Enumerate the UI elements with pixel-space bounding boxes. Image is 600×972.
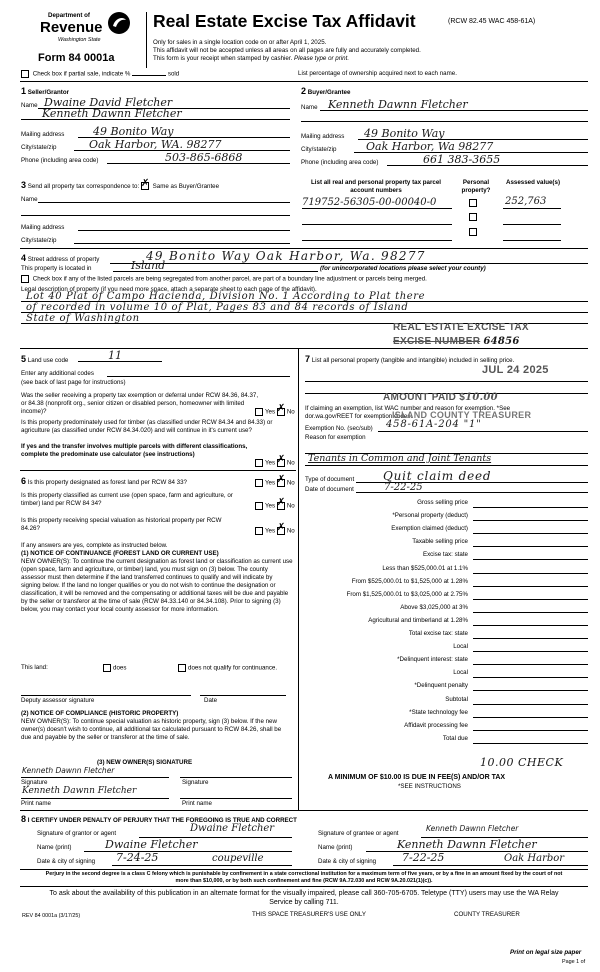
s3-number: 3 [21, 180, 27, 190]
calc-row-field[interactable] [473, 520, 588, 521]
partial-sale-label: Check box if partial sale, indicate % [32, 70, 131, 78]
s1-phone-label: Phone (including area code) [21, 157, 99, 164]
wa-emblem-icon [106, 10, 132, 36]
perjury-note: Perjury in the second degree is a class C felony which is punishable by confinement in a state correctional institution for a maximum term of five years, or by a fine in an amount fixed by the court of not more than $10,000, or by both such confinement and fine (RCW 9A.72.030 and RCW 9A.20.021(1)(c)). [45, 871, 563, 884]
s3-text: Send all property tax correspondence to: [27, 183, 140, 190]
s1-name-label: Name [21, 102, 38, 109]
calc-row-label: Local [453, 643, 468, 651]
stamp-treasurer: ISLAND COUNTY TREASURER [392, 410, 532, 420]
s5-number: 5 [21, 354, 27, 364]
notice-1-text: NEW OWNER(S): To continue the current designation as forest land or classification as current use (open space, farm and agriculture, or timber) land, you must sign on (3) below. The county assessor must then determine if the land transferred continues to qualify and will indicate by signing below. If the land no longer qualifies or you do not wish to continue the designation or classification, it will be removed and the compensating or additional taxes will be due and payable by the seller or transferor at the time of sale (RCW 84.33.140 or 84.34.108). Prior to signing (3) below, you may contact your local county assessor for more information. [21, 558, 293, 613]
notice-3-title: (3) NEW OWNER(S) SIGNATURE [97, 759, 193, 766]
s3-addr-label: Mailing address [21, 224, 65, 231]
property-street[interactable]: 49 Bonito Way Oak Harbor, Wa. 98277 [146, 249, 426, 263]
subtitle-3-text: This form is your receipt when stamped by cashier. [153, 55, 293, 62]
calc-row-label: From $1,525,000.01 to $3,025,000 at 2.75% [346, 590, 468, 598]
s5-q1-answer [255, 403, 295, 417]
legal-line-2[interactable]: of recorded in volume 10 of Plat, Pages 83 and 84 records of Island [26, 302, 409, 313]
s2-city-label: City/state/zip [301, 146, 337, 153]
boundary-row [21, 275, 427, 284]
calc-row-label: Agricultural and timberland at 1.28% [368, 616, 468, 624]
legal-paper-note: Print on legal size paper [510, 949, 582, 956]
calc-row-field[interactable] [473, 717, 588, 718]
county-treasurer: COUNTY TREASURER [454, 911, 520, 918]
yes-label: Yes [265, 527, 276, 535]
deputy-date-label: Date [204, 697, 218, 704]
legal-line-1[interactable]: Lot 40 Plat of Campo Hacienda, Division No. 1 According to Plat there [26, 291, 426, 302]
not-qualify-checkbox[interactable] [178, 664, 186, 672]
subtitle-2: This affidavit will not be accepted unless all areas on all pages are fully and accurately completed. [153, 47, 421, 54]
calc-row-label: Excise tax: state [422, 551, 468, 559]
buyer-name[interactable]: Kenneth Dawnn Fletcher [328, 98, 468, 111]
s5-q2a: Is this property predominately used for timber (as classified under RCW 84.34 and 84.33) or agriculture (as classified under RCW 84.34.020) and will continue in it's current use? [21, 419, 273, 434]
personal-checkbox-3[interactable] [469, 228, 477, 236]
calc-row-field[interactable] [473, 651, 588, 652]
grantee-sig-label: Signature of grantee or agent [318, 830, 399, 837]
stamp-excise-label: EXCISE NUMBER [393, 336, 481, 347]
legal-label: Legal description of property (if you need more space, attach a separate sheet to each page of the affidavit). [21, 286, 317, 293]
s5-q1-yes[interactable] [255, 408, 263, 416]
treasurer-only: THIS SPACE TREASURER'S USE ONLY [252, 911, 366, 918]
grantor-signature[interactable]: Dwaine Fletcher [190, 823, 275, 834]
grantor-sig-label: Signature of grantor or agent [37, 830, 117, 837]
buyer-city[interactable]: Oak Harbor, Wa 98277 [366, 140, 494, 153]
exemption-reason[interactable]: Tenants in Common and Joint Tenants [308, 453, 492, 464]
header-divider [146, 12, 147, 68]
property-county[interactable]: Island [131, 259, 166, 272]
print-label-2: Print name [182, 800, 212, 807]
yes-label: Yes [265, 479, 276, 487]
exemption-number[interactable]: 458-61A-204 "1" [386, 419, 482, 430]
yes-label: Yes [265, 408, 276, 416]
s7-number: 7 [305, 354, 311, 364]
rev-number: REV 84 0001a (3/17/25) [22, 913, 81, 919]
s6-q2-no[interactable]: ✗ [276, 497, 286, 508]
legal-line-3[interactable]: State of Washington [26, 313, 140, 324]
personal-checkbox-1[interactable] [469, 199, 477, 207]
does-checkbox[interactable] [103, 664, 111, 672]
stamp-excise-number [393, 336, 520, 348]
grantor-city[interactable]: coupeville [212, 853, 264, 864]
s1-addr-label: Mailing address [21, 131, 65, 138]
no-label: No [286, 408, 295, 416]
boundary-checkbox[interactable] [21, 275, 29, 283]
s2-name-label: Name [301, 104, 318, 111]
s3-city-label: City/state/zip [21, 237, 57, 244]
form-rcw: (RCW 82.45 WAC 458-61A) [448, 18, 536, 25]
calc-row-field[interactable] [473, 533, 588, 534]
no-label: No [286, 479, 295, 487]
total-due-value[interactable]: 10.00 CHECK [480, 756, 564, 769]
grantee-signature[interactable]: Kenneth Dawnn Fletcher [426, 824, 519, 833]
grantee-date[interactable]: 7-22-25 [402, 851, 445, 864]
parcel-number[interactable]: 719752-56305-00-00040-0 [302, 197, 437, 208]
same-as-buyer-label: Same as Buyer/Grantee [152, 183, 220, 190]
seller-phone[interactable]: 503-865-6868 [165, 151, 243, 164]
document-date[interactable]: 7-22-25 [384, 482, 423, 493]
seller-city[interactable]: Oak Harbor, WA. 98277 [89, 138, 222, 151]
subtitle-3 [153, 55, 349, 63]
see-instructions: *SEE INSTRUCTIONS [398, 783, 461, 790]
land-use-code[interactable]: 11 [108, 349, 122, 362]
not-qualify-label: does not qualify for continuance. [188, 664, 278, 672]
notice-1-title: (1) NOTICE OF CONTINUANCE (FOREST LAND OR CURRENT USE) [21, 550, 219, 557]
form-title: Real Estate Excise Tax Affidavit [153, 11, 416, 31]
no-label: No [286, 502, 295, 510]
doc-date-label: Date of document [305, 486, 354, 493]
s5-q2-answer [255, 454, 295, 468]
s2-number: 2 [301, 86, 307, 96]
calc-row-field[interactable] [473, 664, 588, 665]
calc-row-label: Total excise tax: state [408, 630, 468, 637]
availability-note: To ask about the availability of this publication in an alternate format for the visually impaired, please call 360-705-6705. Teletype (TTY) users may use the WA Relay Service by calling 711. [49, 890, 559, 906]
assessed-head: Assessed value(s) [506, 179, 560, 186]
calc-row-field[interactable] [473, 690, 588, 691]
s7-label: List all personal property (tangible and intangible) included in selling price. [311, 357, 515, 364]
s6-number: 6 [21, 476, 27, 486]
notice-2-text: NEW OWNER(S): To continue special valuation as historic property, sign (3) below. If the new owner(s) doesn't wish to continue, all additional tax calculated pursuant to RCW 84.26, shall be due and payable by the seller or transferor at the time of sale. [21, 718, 282, 741]
s6-q1-no[interactable]: ✗ [276, 474, 286, 485]
s8-number: 8 [21, 814, 27, 824]
calc-row-field[interactable] [473, 638, 588, 639]
grantee-city[interactable]: Oak Harbor [504, 853, 565, 864]
calc-row-field[interactable] [473, 612, 588, 613]
calc-row-field[interactable] [473, 704, 588, 705]
exemption-no-label: Exemption No. (sec/sub) [305, 425, 373, 432]
calc-row-field[interactable] [473, 599, 588, 600]
grantor-date[interactable]: 7-24-25 [116, 851, 159, 864]
calc-row-label: Above $3,025,000 at 3% [400, 603, 468, 611]
s2-heading [301, 87, 350, 97]
s6-q3: Is this property receiving special valuation as historical property per RCW 84.26? [21, 517, 222, 532]
document-type[interactable]: Quit claim deed [383, 469, 492, 483]
addl-codes-note: (see back of last page for instructions) [21, 379, 126, 386]
deputy-label: Deputy assessor signature [21, 697, 95, 704]
subtitle-1: Only for sales in a single location code on or after April 1, 2025. [153, 39, 327, 46]
calc-row-field[interactable] [473, 743, 588, 744]
s5-q2-yes[interactable] [255, 459, 263, 467]
assessed-value[interactable]: 252,763 [505, 196, 547, 207]
no-label: No [286, 459, 295, 467]
calc-row-label: Taxable selling price [412, 538, 468, 546]
grantor-name[interactable]: Dwaine Fletcher [105, 838, 198, 851]
s5-q1-no[interactable]: ✗ [276, 403, 286, 414]
calc-row-field[interactable] [473, 586, 588, 587]
calc-row-label: Local [453, 669, 468, 677]
s1-title: Seller/Grantor [27, 89, 70, 96]
doc-type-label: Type of document [305, 476, 355, 483]
calc-row-label: Total due [442, 734, 468, 742]
seller-name-1[interactable]: Dwaine David Fletcher [44, 96, 173, 109]
calc-row-label: Less than $525,000.01 at 1.1% [382, 564, 468, 572]
unincorp-note: (for unincorporated locations please select your county) [320, 265, 486, 272]
logo-dept: Department of [48, 12, 90, 19]
notice-2-title: (2) NOTICE OF COMPLIANCE (HISTORIC PROPERTY) [21, 710, 179, 717]
seller-name-2[interactable]: Kenneth Dawnn Fletcher [42, 107, 182, 120]
stamp-paid-value: 10.00 [465, 392, 498, 403]
calc-row-label: *Personal property (deduct) [392, 512, 468, 520]
s6-q1-text: Is this property designated as forest land per RCW 84 33? [27, 479, 187, 486]
dor-logo [36, 10, 146, 52]
stamp-reet: REAL ESTATE EXCISE TAX [393, 322, 529, 333]
calc-row-field[interactable] [473, 507, 588, 508]
logo-revenue: Revenue [40, 19, 103, 36]
s1-city-label: City/state/zip [21, 144, 57, 151]
yes-label: Yes [265, 502, 276, 510]
calc-row-field[interactable] [473, 730, 588, 731]
s1-number: 1 [21, 86, 27, 96]
grantee-date-label: Date & city of signing [318, 858, 377, 865]
calc-row-field[interactable] [473, 677, 588, 678]
land-use-label: Land use code [27, 357, 69, 364]
parcel-head: List all real and personal property tax parcel account numbers [311, 179, 441, 194]
s5-q2-no[interactable]: ✗ [276, 454, 286, 465]
print-label-1: Print name [21, 800, 51, 807]
s5-q2b: If yes and the transfer involves multiple parcels with different classifications, complete the predominate use calculator (see instructions) [21, 443, 248, 458]
s2-title: Buyer/Grantee [307, 89, 351, 96]
calc-row-label: Affidavit processing fee [404, 721, 468, 729]
reason-label: Reason for exemption [305, 434, 366, 441]
s3-name-label: Name [21, 196, 38, 203]
minimum-note: A MINIMUM OF $10.00 IS DUE IN FEE(S) AND/OR TAX [328, 774, 506, 781]
calc-row-field[interactable] [473, 546, 588, 547]
s5-q1: Was the seller receiving a property tax exemption or deferral under RCW 84.36, 84.37, or 84.38 (nonprofit org., senior citizen or disabled person, homeowner with limited income)? [21, 392, 259, 415]
s6-q1-answer [255, 474, 295, 488]
sig-label-1: Signature [21, 779, 48, 786]
partial-sale-checkbox[interactable] [21, 70, 29, 78]
personal-head: Personal property? [461, 179, 491, 194]
seller-address[interactable]: 49 Bonito Way [93, 125, 174, 138]
boundary-label: Check box if any of the listed parcels are being segregated from another parcel, are part of a boundary line adjustment or parcels being merged. [32, 275, 427, 283]
form-number: Form 84 0001a [38, 52, 115, 64]
ownership-note: List percentage of ownership acquired next to each name. [298, 70, 457, 77]
same-as-buyer-checkbox[interactable]: ✗ [140, 178, 150, 190]
subtitle-3-italic: Please type or print. [294, 55, 350, 62]
grantor-name-label: Name (print) [37, 844, 72, 851]
calc-row-label: From $525,000.01 to $1,525,000 at 1.28% [351, 577, 468, 585]
calc-row-label: Exemption claimed (deduct) [391, 525, 468, 533]
page-number: Page 1 of [562, 959, 586, 965]
does-row [103, 664, 126, 673]
s5-land-label [21, 355, 68, 365]
certify-text: I CERTIFY UNDER PENALTY OF PERJURY THAT THE FOREGOING IS TRUE AND CORRECT [27, 817, 297, 824]
partial-sale-row [21, 70, 179, 79]
new-owner-print[interactable]: Kenneth Dawnn Fletcher [22, 786, 137, 796]
s3-heading [21, 178, 220, 191]
s6-q2: Is this property classified as current use (open space, farm and agriculture, or timber) land per RCW 84 34? [21, 492, 233, 507]
calc-row-label: Gross selling price [417, 499, 468, 506]
yes-label: Yes [265, 459, 276, 467]
calc-row-label: *Delinquent interest: state [397, 656, 468, 664]
grantee-name-label: Name (print) [318, 844, 353, 851]
logo-state: Washington State [58, 37, 101, 43]
this-land-label: This land: [21, 664, 48, 671]
addl-codes-label: Enter any additional codes [21, 370, 94, 377]
buyer-phone[interactable]: 661 383-3655 [423, 153, 501, 166]
s2-addr-label: Mailing address [301, 133, 345, 140]
grantee-name[interactable]: Kenneth Dawnn Fletcher [397, 838, 537, 851]
calc-row-field[interactable] [473, 559, 588, 560]
s2-phone-label: Phone (including area code) [301, 159, 379, 166]
calc-row-field[interactable] [473, 573, 588, 574]
buyer-address[interactable]: 49 Bonito Way [364, 127, 445, 140]
located-label: This property is located in [21, 265, 92, 272]
s4-street-label [21, 254, 99, 264]
personal-checkbox-2[interactable] [469, 213, 477, 221]
stamp-paid-label: AMOUNT PAID $ [383, 392, 466, 403]
new-owner-signature[interactable]: Kenneth Dawnn Fletcher [22, 766, 115, 775]
grantor-date-label: Date & city of signing [37, 858, 96, 865]
does-label: does [113, 664, 127, 672]
s6-q3-no[interactable]: ✗ [276, 522, 286, 533]
s4-number: 4 [21, 253, 27, 263]
street-label: Street address of property [27, 256, 100, 263]
sold-label: sold [167, 70, 180, 78]
stamp-date: JUL 24 2025 [482, 364, 549, 376]
s6-q1 [21, 477, 187, 487]
exemption-note: If claiming an exemption, list WAC number and reason for exemption. *See dor.wa.gov/REET for exemption codes. [305, 405, 511, 420]
s6-q1-yes[interactable] [255, 479, 263, 487]
calc-row-label: *Delinquent penalty [414, 682, 468, 690]
calc-row-field[interactable] [473, 625, 588, 626]
calc-row-label: *State technology fee [409, 708, 468, 716]
sig-label-2: Signature [182, 779, 209, 786]
calc-row-label: Subtotal [445, 695, 468, 703]
stamp-excise-value: 64856 [483, 336, 520, 347]
no-label: No [286, 527, 295, 535]
stamp-paid [383, 392, 498, 403]
s6-instruct: If any answers are yes, complete as instructed below. [21, 542, 168, 549]
this-land-row [21, 664, 48, 672]
